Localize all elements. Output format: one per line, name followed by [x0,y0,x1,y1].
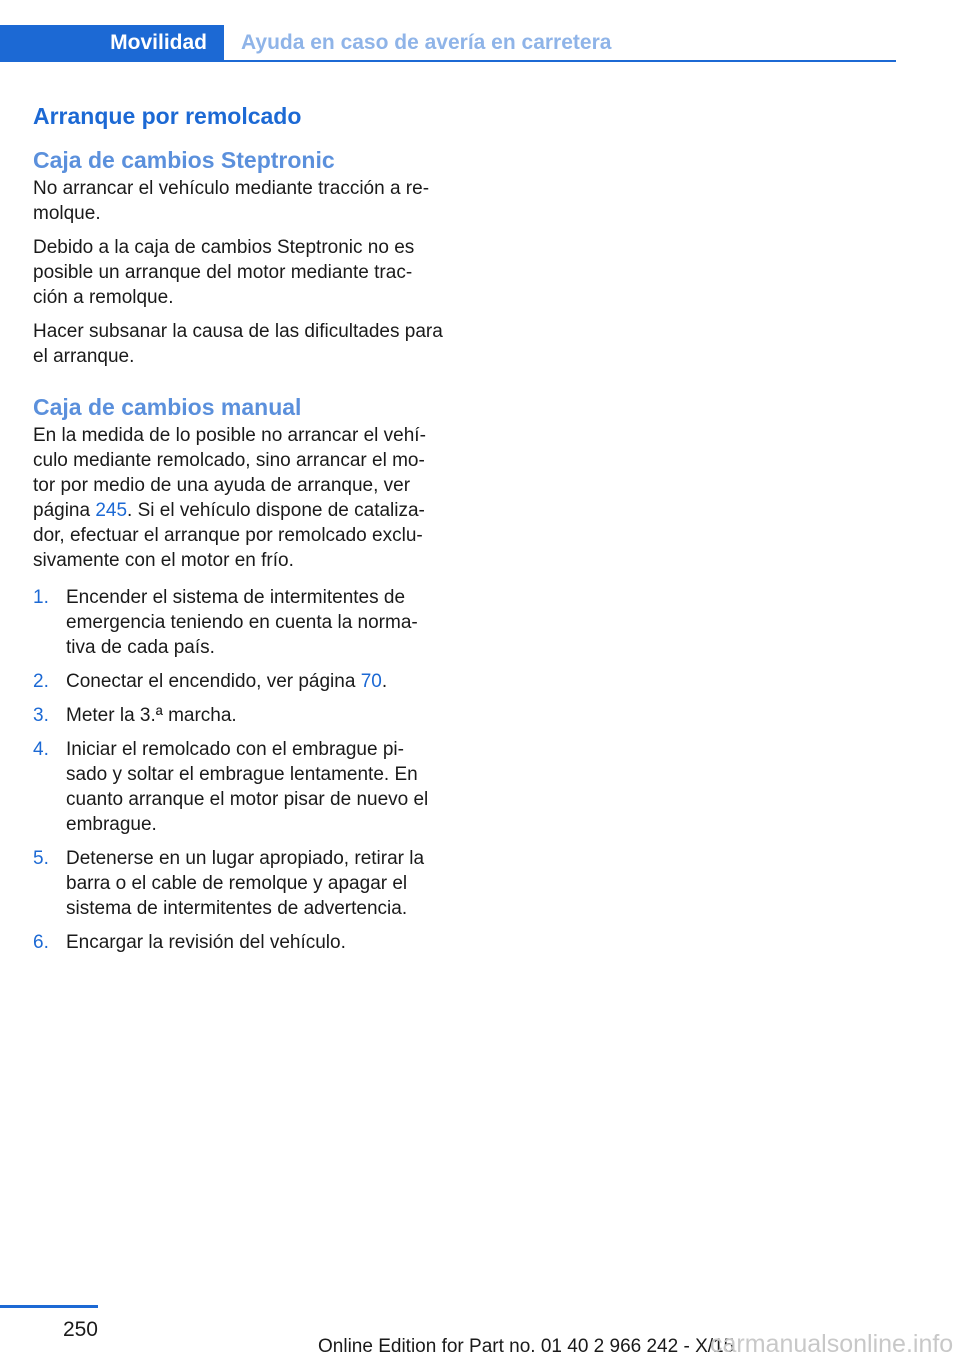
step-number: 4. [33,739,49,760]
chapter-title: Ayuda en caso de avería en carretera [241,31,612,54]
text: En la medida de lo posible no arrancar el vehí‐culo mediante remolcado, sino arrancar el mo‐tor por medio de una ayuda de arranque, ver página [33,425,426,521]
list-item [33,737,445,837]
list-item [33,930,445,955]
edition-text: Online Edition for Part no. 01 40 2 966 242 - X/15 [318,1336,735,1357]
text: . Si el vehículo dispone de cataliza‐dor, efectuar el arranque por remolcado exclu‐sivamente con el motor en frío. [33,500,425,571]
watermark: carmanualsonline.info [710,1330,954,1358]
step-text: Iniciar el remolcado con el embrague pi‐sado y soltar el embrague lentamente. En cuanto arranque el motor pisar de nuevo el embrague. [66,739,429,835]
step-number: 5. [33,848,49,869]
section-heading-manual: Caja de cambios manual [33,394,302,420]
list-item [33,846,445,921]
step-text: Encargar la revisión del vehículo. [66,932,346,953]
paragraph: No arrancar el vehículo mediante tracción a re‐molque. [33,178,430,224]
step-number: 6. [33,932,49,953]
list-item [33,703,445,728]
page-link-70[interactable]: 70 [360,671,382,692]
step-number: 2. [33,671,49,692]
paragraph-manual [33,423,445,573]
header-rule [0,60,896,62]
page-number: 250 [62,1318,98,1341]
step-number: 3. [33,705,49,726]
step-text: . [381,671,388,692]
step-number: 1. [33,587,49,608]
list-item [33,585,445,660]
step-text: Meter la 3.ª marcha. [66,705,237,726]
page-title: Arranque por remolcado [33,103,302,129]
steps-list [33,585,445,955]
step-text: Conectar el encendido, ver página [66,671,361,692]
main-content [33,100,445,964]
section-heading-steptronic: Caja de cambios Steptronic [33,147,335,173]
page-header [0,25,896,63]
section-tab [0,25,224,61]
page-link-245[interactable]: 245 [95,500,128,521]
footer-rule [0,1305,98,1308]
paragraph: Debido a la caja de cambios Steptronic no es posible un arranque del motor mediante trac‐ción a remolque. [33,237,415,308]
list-item [33,669,445,694]
step-text: Detenerse en un lugar apropiado, retirar la barra o el cable de remolque y apagar el sistema de intermitentes de advertencia. [66,848,425,919]
section-tab-label: Movilidad [110,31,207,54]
step-text: Encender el sistema de intermitentes de emergencia teniendo en cuenta la norma‐tiva de cada país. [66,587,418,658]
paragraph: Hacer subsanar la causa de las dificultades para el arranque. [33,321,443,367]
